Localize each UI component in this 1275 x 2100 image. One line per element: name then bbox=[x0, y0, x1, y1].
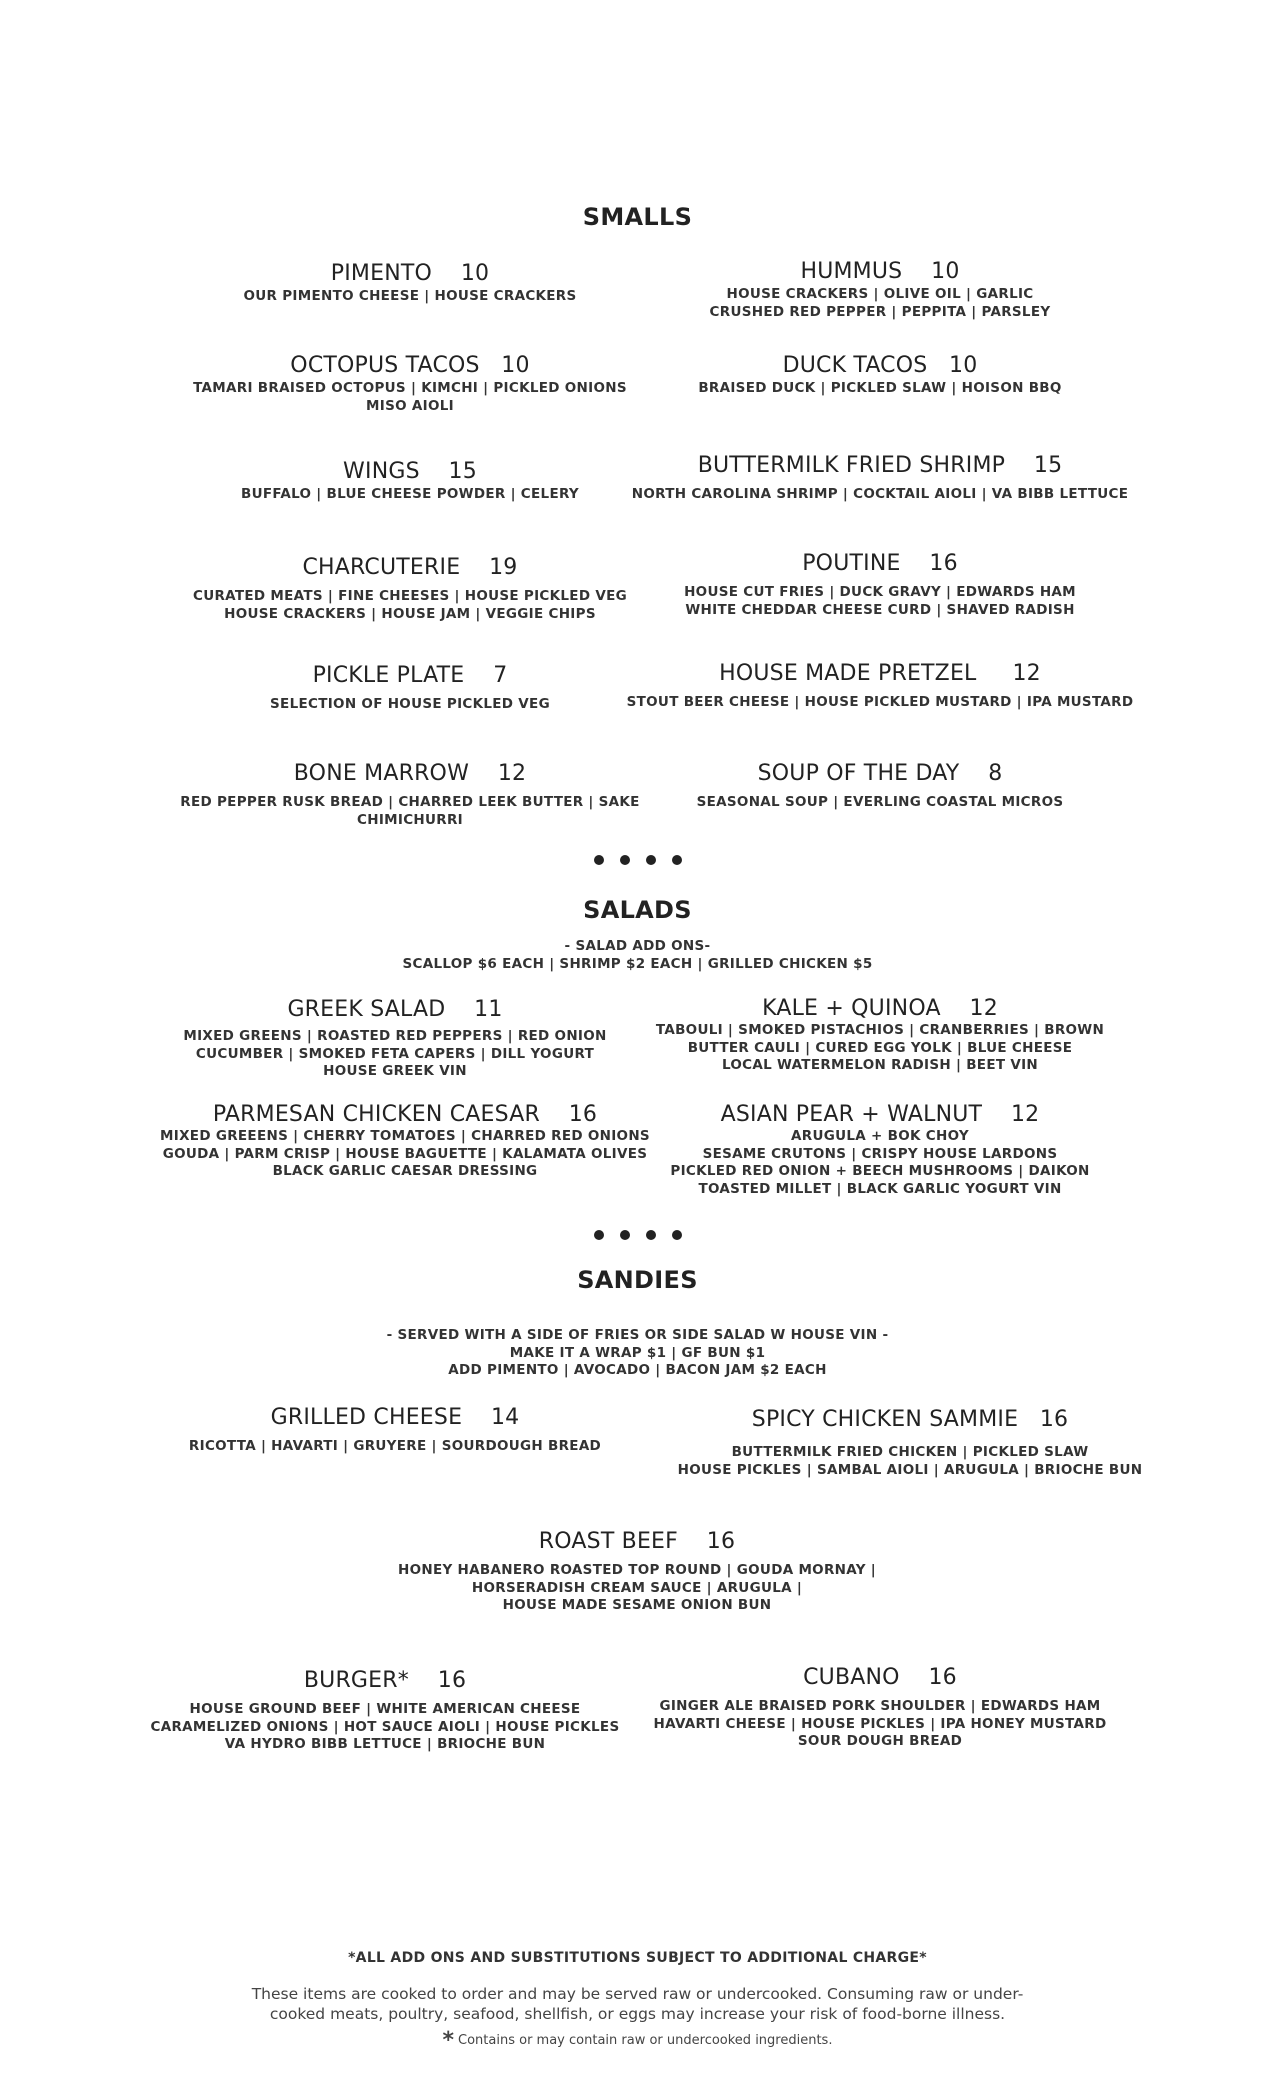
item-price: 12 bbox=[1012, 661, 1041, 686]
item-description: SEASONAL SOUP | EVERLING COASTAL MICROS bbox=[696, 794, 1064, 810]
menu-item-cubano bbox=[620, 1664, 1140, 1751]
item-price: 7 bbox=[493, 663, 508, 688]
item-name: GREEK SALAD bbox=[287, 997, 446, 1022]
item-name: BUTTERMILK FRIED SHRIMP bbox=[697, 453, 1006, 478]
menu-item-bone-marrow bbox=[150, 760, 670, 829]
item-description: ARUGULA + BOK CHOY SESAME CRUTONS | CRISPY HOUSE LARDONS PICKLED RED ONION + BEECH MUSHROOMS | DAIKON TOASTED MILLET | BLACK GARLIC YOGURT VIN bbox=[670, 1128, 1090, 1197]
item-description: MIXED GREENS | ROASTED RED PEPPERS | RED ONION CUCUMBER | SMOKED FETA CAPERS | DILL YOGURT HOUSE GREEK VIN bbox=[183, 1028, 607, 1079]
item-price: 16 bbox=[1039, 1407, 1069, 1432]
item-description: OUR PIMENTO CHEESE | HOUSE CRACKERS bbox=[243, 288, 577, 304]
menu-item-octopus-tacos bbox=[150, 352, 670, 415]
item-description: SELECTION OF HOUSE PICKLED VEG bbox=[270, 696, 550, 712]
menu-item-kale-quinoa bbox=[620, 996, 1140, 1075]
item-price: 16 bbox=[437, 1668, 467, 1693]
consumer-advisory: These items are cooked to order and may be served raw or undercooked. Consuming raw or under- cooked meats, poultry, seafood, shellfish, or eggs may increase your risk of food-borne illness. bbox=[251, 1985, 1024, 2023]
item-price: 15 bbox=[448, 459, 477, 484]
menu-item-poutine bbox=[620, 550, 1140, 619]
menu-item-hummus bbox=[620, 258, 1140, 321]
salad-add-ons-note: - SALAD ADD ONS- SCALLOP $6 EACH | SHRIMP $2 EACH | GRILLED CHICKEN $5 bbox=[402, 938, 873, 972]
item-description: NORTH CAROLINA SHRIMP | COCKTAIL AIOLI | VA BIBB LETTUCE bbox=[631, 486, 1129, 502]
footnote-text: Contains or may contain raw or undercooked ingredients. bbox=[458, 2033, 833, 2048]
item-description: GINGER ALE BRAISED PORK SHOULDER | EDWARDS HAM HAVARTI CHEESE | HOUSE PICKLES | IPA HONEY MUSTARD SOUR DOUGH BREAD bbox=[653, 1698, 1107, 1749]
item-price: 14 bbox=[490, 1405, 520, 1430]
menu-item-pickle-plate bbox=[150, 662, 670, 714]
item-description: TABOULI | SMOKED PISTACHIOS | CRANBERRIES | BROWN BUTTER CAULI | CURED EGG YOLK | BLUE CHEESE LOCAL WATERMELON RADISH | BEET VIN bbox=[655, 1022, 1105, 1073]
item-price: 16 bbox=[568, 1102, 598, 1127]
menu-item-charcuterie bbox=[150, 554, 670, 623]
item-name: CUBANO bbox=[803, 1665, 900, 1690]
item-name: CHARCUTERIE bbox=[302, 555, 461, 580]
menu-item-pimento bbox=[150, 260, 670, 306]
item-price: 16 bbox=[928, 1665, 957, 1690]
asterisk-symbol: * bbox=[442, 2028, 455, 2053]
menu-item-buttermilk-fried-shrimp bbox=[600, 452, 1160, 504]
item-price: 8 bbox=[988, 761, 1003, 786]
item-name: HUMMUS bbox=[800, 259, 903, 284]
salads-heading: SALADS bbox=[583, 896, 692, 924]
menu-item-soup-of-the-day bbox=[620, 760, 1140, 812]
item-description: HOUSE GROUND BEEF | WHITE AMERICAN CHEESE CARAMELIZED ONIONS | HOT SAUCE AIOLI | HOUSE PICKLES VA HYDRO BIBB LETTUCE | BRIOCHE BUN bbox=[150, 1701, 620, 1752]
menu-item-spicy-chicken-sammie bbox=[630, 1406, 1190, 1479]
item-name: PARMESAN CHICKEN CAESAR bbox=[212, 1102, 540, 1127]
menu-item-roast-beef bbox=[337, 1528, 937, 1615]
smalls-heading: SMALLS bbox=[582, 203, 693, 231]
item-name: SOUP OF THE DAY bbox=[757, 761, 960, 786]
item-name: ASIAN PEAR + WALNUT bbox=[720, 1102, 983, 1127]
item-description: HONEY HABANERO ROASTED TOP ROUND | GOUDA MORNAY | HORSERADISH CREAM SAUCE | ARUGULA | HOUSE MADE SESAME ONION BUN bbox=[397, 1562, 877, 1613]
menu-item-asian-pear-walnut bbox=[620, 1102, 1140, 1198]
item-name: OCTOPUS TACOS bbox=[290, 353, 480, 378]
item-description: BRAISED DUCK | PICKLED SLAW | HOISON BBQ bbox=[698, 380, 1062, 396]
menu-item-duck-tacos bbox=[620, 352, 1140, 398]
item-name: ROAST BEEF bbox=[538, 1529, 679, 1554]
item-description: RED PEPPER RUSK BREAD | CHARRED LEEK BUTTER | SAKE CHIMICHURRI bbox=[180, 794, 640, 828]
item-price: 19 bbox=[489, 555, 518, 580]
item-price: 10 bbox=[931, 259, 960, 284]
menu-item-parmesan-chicken-caesar bbox=[130, 1102, 680, 1181]
sandies-note: - SERVED WITH A SIDE OF FRIES OR SIDE SALAD W HOUSE VIN - MAKE IT A WRAP $1 | GF BUN $1 ADD PIMENTO | AVOCADO | BACON JAM $2 EACH bbox=[386, 1327, 889, 1378]
substitution-notice: *ALL ADD ONS AND SUBSTITUTIONS SUBJECT TO ADDITIONAL CHARGE* bbox=[348, 1950, 927, 1966]
item-price: 15 bbox=[1033, 453, 1063, 478]
menu-item-wings bbox=[150, 458, 670, 504]
item-description: STOUT BEER CHEESE | HOUSE PICKLED MUSTARD | IPA MUSTARD bbox=[626, 694, 1134, 710]
item-name: BONE MARROW bbox=[293, 761, 470, 786]
item-name: WINGS bbox=[343, 459, 420, 484]
item-name: POUTINE bbox=[802, 551, 901, 576]
item-price: 12 bbox=[1010, 1102, 1040, 1127]
item-price: 12 bbox=[969, 996, 998, 1021]
item-description: MIXED GREEENS | CHERRY TOMATOES | CHARRED RED ONIONS GOUDA | PARM CRISP | HOUSE BAGUETTE | KALAMATA OLIVES BLACK GARLIC CAESAR DRESSING bbox=[160, 1128, 650, 1179]
raw-ingredient-footnote bbox=[0, 2028, 1275, 2053]
item-description: HOUSE CUT FRIES | DUCK GRAVY | EDWARDS HAM WHITE CHEDDAR CHEESE CURD | SHAVED RADISH bbox=[684, 584, 1076, 618]
item-name: PICKLE PLATE bbox=[312, 663, 465, 688]
item-description: HOUSE CRACKERS | OLIVE OIL | GARLIC CRUSHED RED PEPPER | PEPPITA | PARSLEY bbox=[709, 286, 1051, 320]
item-name: SPICY CHICKEN SAMMIE bbox=[751, 1407, 1019, 1432]
item-description: RICOTTA | HAVARTI | GRUYERE | SOURDOUGH BREAD bbox=[188, 1438, 602, 1454]
item-price: 11 bbox=[474, 997, 503, 1022]
item-price: 10 bbox=[460, 261, 490, 286]
section-divider-dots bbox=[0, 850, 1275, 869]
menu-item-grilled-cheese bbox=[130, 1404, 660, 1456]
item-name: PIMENTO bbox=[330, 261, 433, 286]
item-description: CURATED MEATS | FINE CHEESES | HOUSE PICKLED VEG HOUSE CRACKERS | HOUSE JAM | VEGGIE CHIPS bbox=[193, 588, 627, 622]
section-divider-dots bbox=[0, 1225, 1275, 1244]
menu-item-burger bbox=[110, 1667, 660, 1754]
item-name: BURGER* bbox=[303, 1668, 409, 1693]
item-name: KALE + QUINOA bbox=[762, 996, 941, 1021]
item-name: GRILLED CHEESE bbox=[270, 1405, 463, 1430]
menu-item-greek-salad bbox=[130, 996, 660, 1081]
item-description: BUFFALO | BLUE CHEESE POWDER | CELERY bbox=[240, 486, 579, 502]
item-name: DUCK TACOS bbox=[782, 353, 928, 378]
item-description: TAMARI BRAISED OCTOPUS | KIMCHI | PICKLED ONIONS MISO AIOLI bbox=[193, 380, 627, 414]
item-price: 10 bbox=[949, 353, 978, 378]
item-description: BUTTERMILK FRIED CHICKEN | PICKLED SLAW HOUSE PICKLES | SAMBAL AIOLI | ARUGULA | BRIOCHE BUN bbox=[677, 1444, 1143, 1478]
item-price: 12 bbox=[497, 761, 527, 786]
item-price: 16 bbox=[929, 551, 958, 576]
item-price: 16 bbox=[706, 1529, 736, 1554]
menu-item-house-made-pretzel bbox=[600, 660, 1160, 712]
sandies-heading: SANDIES bbox=[577, 1266, 698, 1294]
item-name: HOUSE MADE PRETZEL bbox=[719, 661, 977, 686]
item-price: 10 bbox=[501, 353, 530, 378]
